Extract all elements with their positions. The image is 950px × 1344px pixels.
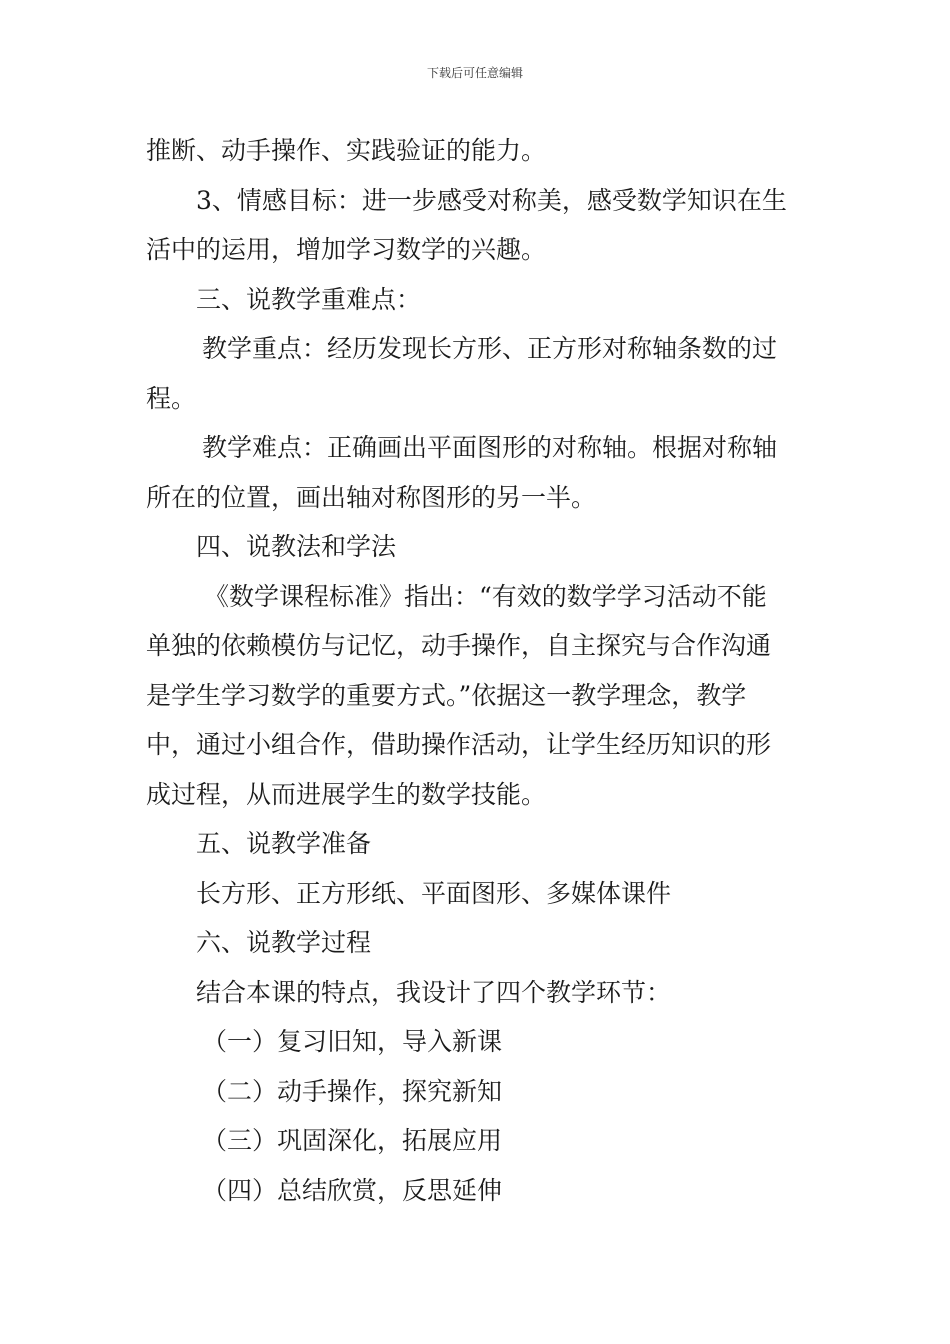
body-line: 中，通过小组合作，借助操作活动，让学生经历知识的形	[146, 730, 772, 759]
body-line: 是学生学习数学的重要方式。”依据这一教学理念，教学	[146, 680, 747, 710]
section-heading: 三、说教学重难点：	[196, 284, 422, 314]
list-item: （一）复习旧知，导入新课	[202, 1027, 503, 1056]
section-heading: 五、说教学准备	[196, 829, 372, 858]
body-line: 单独的依赖模仿与记忆，动手操作，自主探究与合作沟通	[146, 631, 772, 660]
body-line: 教学难点：正确画出平面图形的对称轴。根据对称轴	[202, 433, 778, 462]
body-line: 成过程，从而进展学生的数学技能。	[146, 779, 547, 809]
body-line: 教学重点：经历发现长方形、正方形对称轴条数的过	[202, 334, 778, 363]
body-line: 程。	[146, 383, 197, 413]
body-line: 活中的运用，增加学习数学的兴趣。	[146, 235, 547, 264]
section-heading: 六、说教学过程	[196, 928, 372, 957]
body-line: 长方形、正方形纸、平面图形、多媒体课件	[196, 878, 672, 908]
body-line: 所在的位置，画出轴对称图形的另一半。	[146, 482, 597, 512]
body-line: 结合本课的特点，我设计了四个教学环节：	[196, 977, 672, 1007]
section-heading: 四、说教法和学法	[196, 532, 397, 561]
body-line: 《数学课程标准》指出：“有效的数学学习活动不能	[204, 581, 767, 611]
list-item: （四）总结欣赏，反思延伸	[202, 1175, 503, 1205]
document-body	[146, 126, 808, 1215]
list-item: （二）动手操作，探究新知	[202, 1076, 503, 1106]
list-item: （三）巩固深化，拓展应用	[202, 1126, 503, 1155]
page-header: 下载后可任意编辑	[426, 66, 523, 80]
body-line: 3、情感目标：进一步感受对称美，感受数学知识在生	[196, 185, 787, 215]
body-line: 推断、动手操作、实践验证的能力。	[146, 136, 547, 165]
